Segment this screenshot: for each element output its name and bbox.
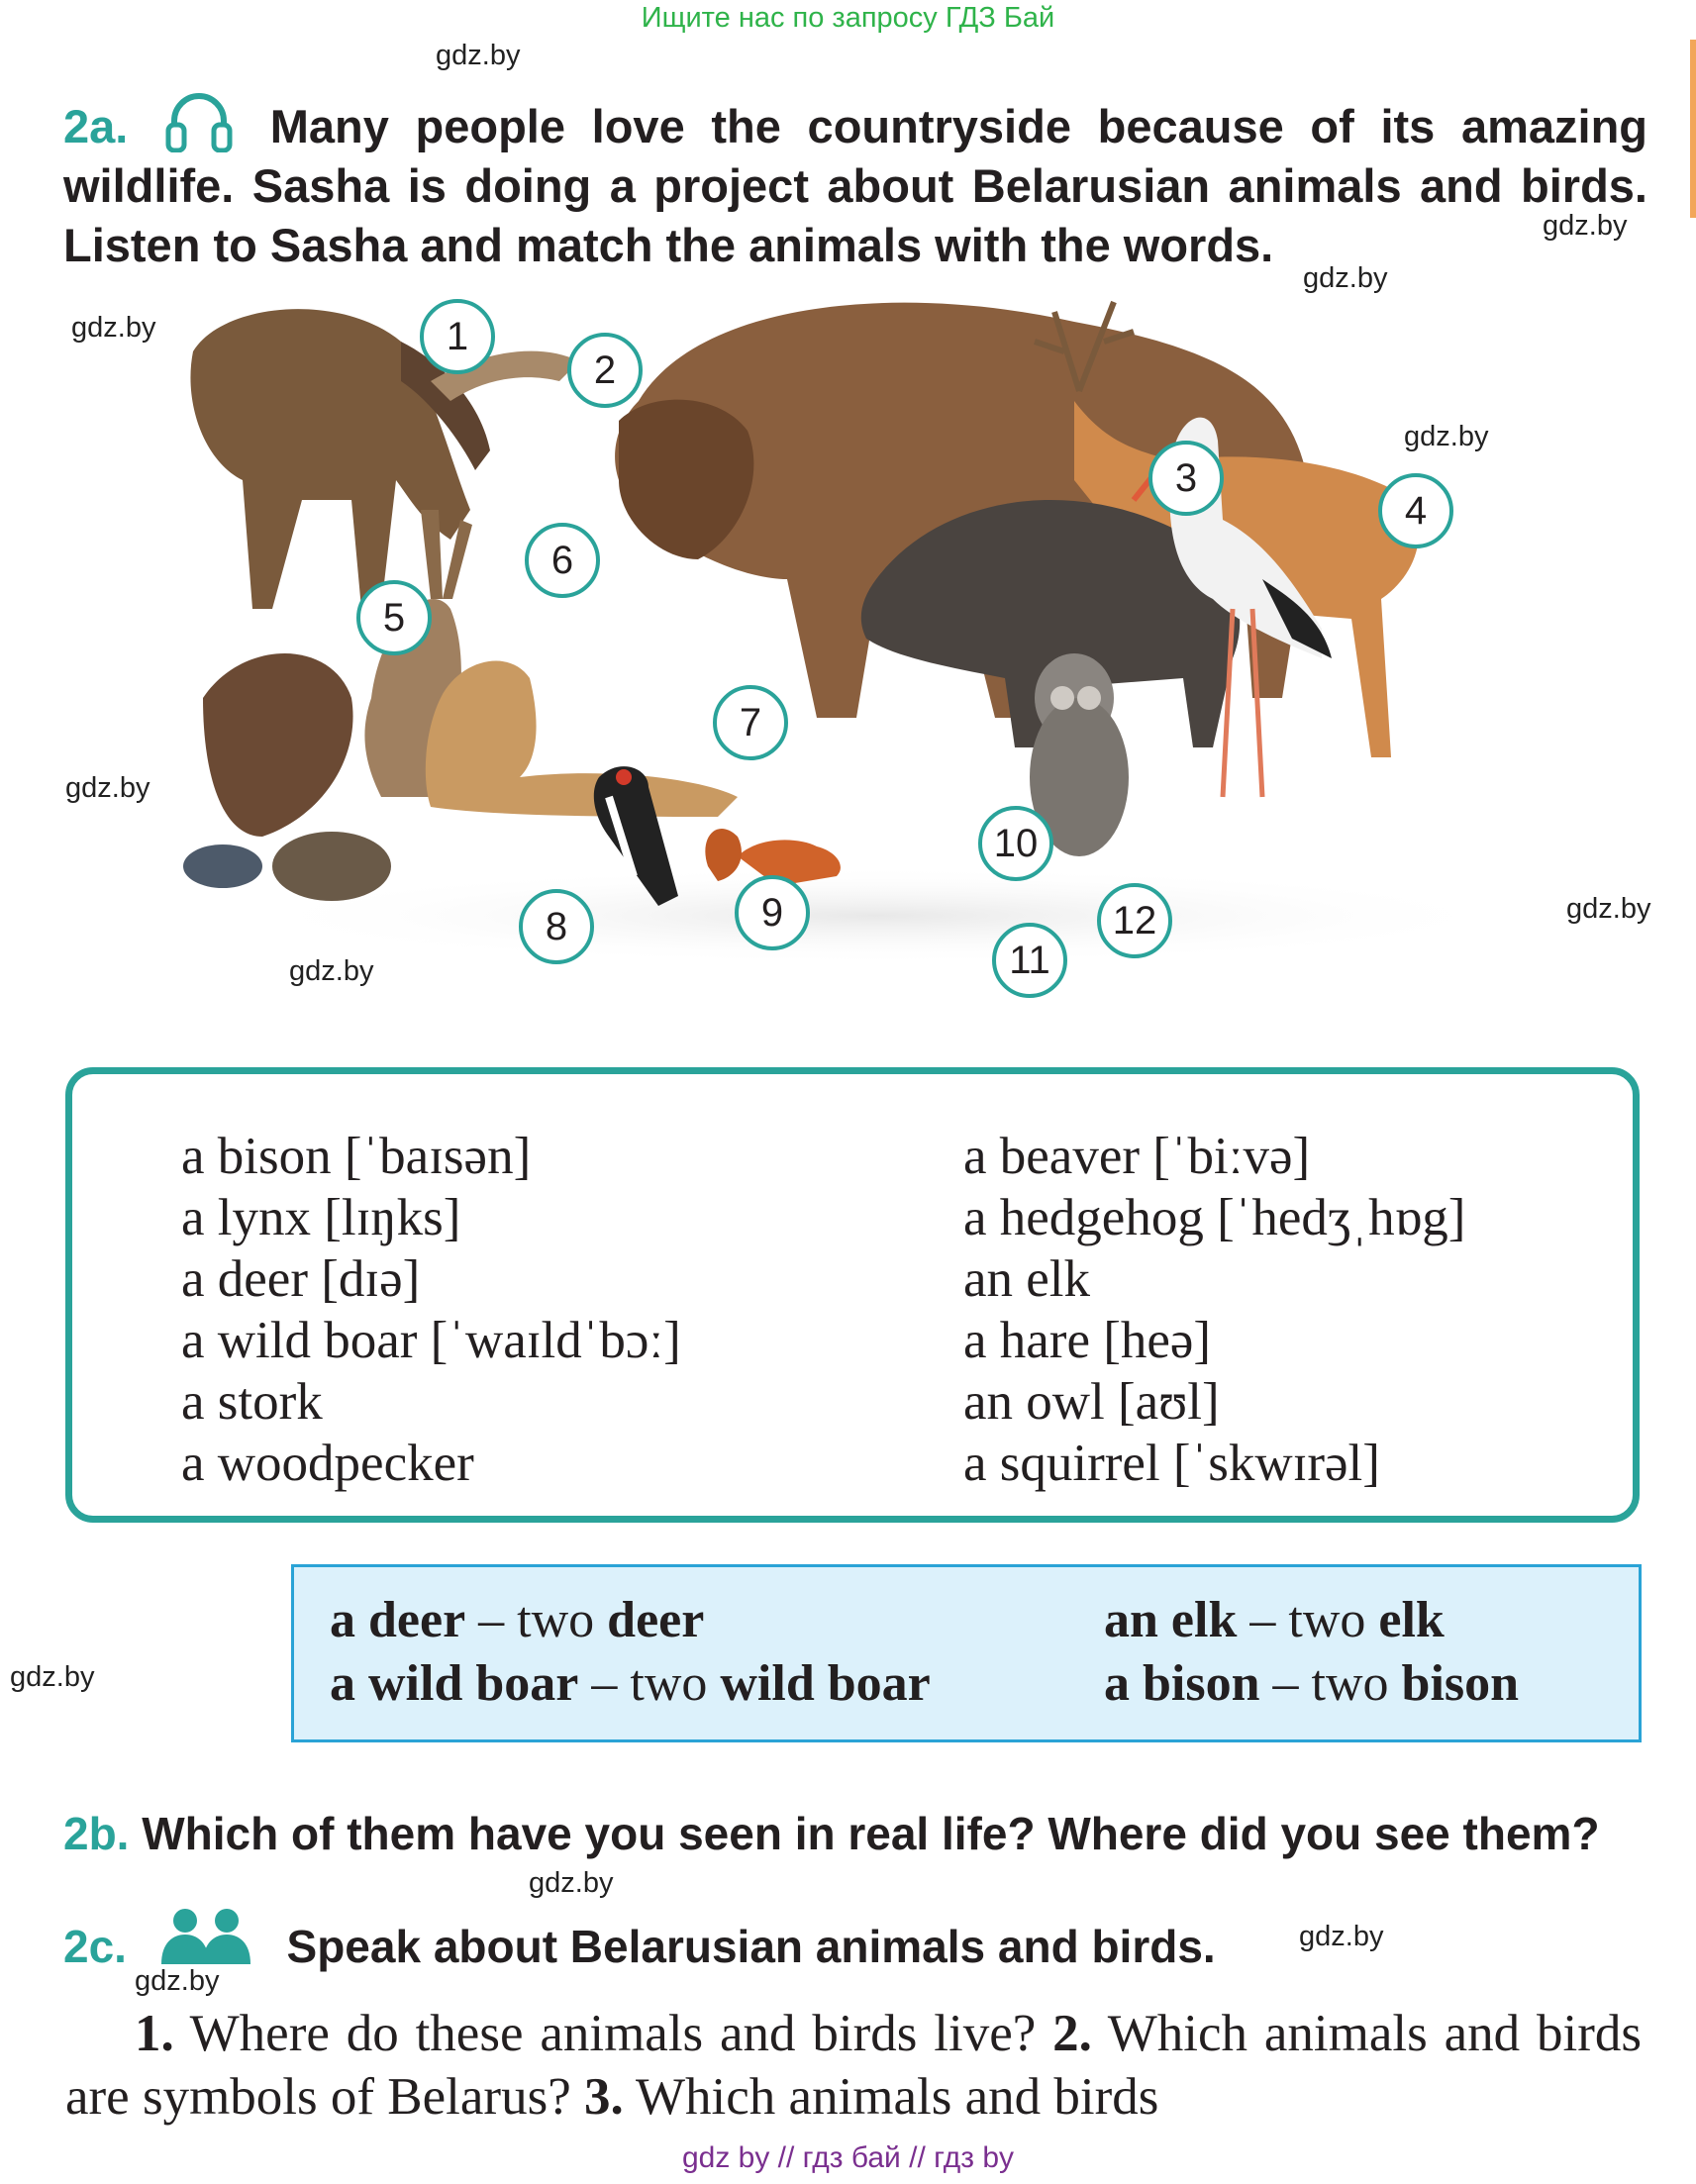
lynx-figure [426,661,738,817]
vocab-item: a deer [dɪə] [181,1250,421,1308]
hedgehog-figure [272,832,391,901]
watermark: gdz.by [71,312,156,344]
watermark: gdz.by [1404,421,1489,452]
picture-number-11: 11 [992,923,1067,998]
picture-number-7: 7 [713,685,788,760]
vocabulary-right-column [963,1126,1465,1494]
picture-number-5: 5 [356,580,432,655]
picture-number-6: 6 [525,523,600,598]
top-banner[interactable]: Ищите нас по запросу ГДЗ Бай [641,2,1055,34]
watermark: gdz.by [529,1867,614,1899]
watermark: gdz.by [135,1965,220,1997]
vocab-item: an owl [aʊl] [963,1373,1220,1431]
plural-rule: a wild boar – two wild boar [330,1655,931,1712]
vocab-item: a beaver [ˈbiːvə] [963,1128,1311,1185]
picture-number-1: 1 [420,299,495,374]
footer-links[interactable]: gdz by // гдз бай // гдз by [681,2141,1015,2174]
vocab-item: a hedgehog [ˈhedʒˌhɒg] [963,1189,1466,1246]
task-number: 2a. [63,100,129,152]
vocab-item: a bison [ˈbaɪsən] [181,1128,532,1185]
vocab-item: a hare [heə] [963,1312,1212,1369]
task-2a-heading [63,91,1647,275]
task-2b-heading [63,1804,1600,1863]
task-2c-heading [63,1907,1216,1976]
vocab-item: a stork [181,1373,323,1431]
vocabulary-left-column [181,1126,681,1494]
picture-number-12: 12 [1097,883,1172,958]
pair-work-icon [159,1907,252,1966]
picture-number-4: 4 [1378,473,1453,548]
task-number: 2b. [63,1808,130,1859]
watermark: gdz.by [289,955,374,987]
picture-number-8: 8 [519,889,594,964]
vocab-item: a woodpecker [181,1435,474,1492]
plural-rule: a bison – two bison [1104,1655,1520,1712]
task-number: 2c. [63,1921,127,1972]
discussion-questions: 1. Where do these animals and birds live? 2. Which animals and birds are symbols of Belarus? 3. Which animals and birds [65,2005,1642,2126]
watermark: gdz.by [436,40,521,71]
vocab-item: a wild boar [ˈwaɪldˈbɔː] [181,1312,681,1369]
task-text: Which of them have you seen in real life? Where did you see them? [142,1808,1600,1859]
plural-rule: a deer – two deer [330,1592,705,1648]
picture-number-2: 2 [567,333,643,408]
vocab-item: a lynx [lɪŋks] [181,1189,461,1246]
vocab-item: a squirrel [ˈskwɪrəl] [963,1435,1380,1492]
picture-number-9: 9 [735,875,810,950]
watermark: gdz.by [65,772,150,804]
picture-number-3: 3 [1148,441,1224,516]
plural-rule: an elk – two elk [1104,1592,1445,1648]
page-edge-bar [1690,40,1696,218]
headphones-icon [164,91,234,152]
watermark: gdz.by [1303,262,1388,294]
watermark: gdz.by [10,1661,95,1693]
plurals-box [291,1564,1642,1742]
watermark: gdz.by [1566,893,1651,925]
task-text: Many people love the countryside because of its amazing wildlife. Sasha is doing a project about Belarusian animals and birds. Listen to Sasha and match the animals with the words. [63,100,1648,271]
elk-figure [190,309,579,609]
vocabulary-box [65,1067,1640,1523]
task-text: Speak about Belarusian animals and birds. [286,1921,1216,1972]
vocab-item: an elk [963,1250,1091,1308]
watermark: gdz.by [1299,1921,1384,1952]
picture-number-10: 10 [978,806,1053,881]
watermark: gdz.by [1543,210,1628,242]
